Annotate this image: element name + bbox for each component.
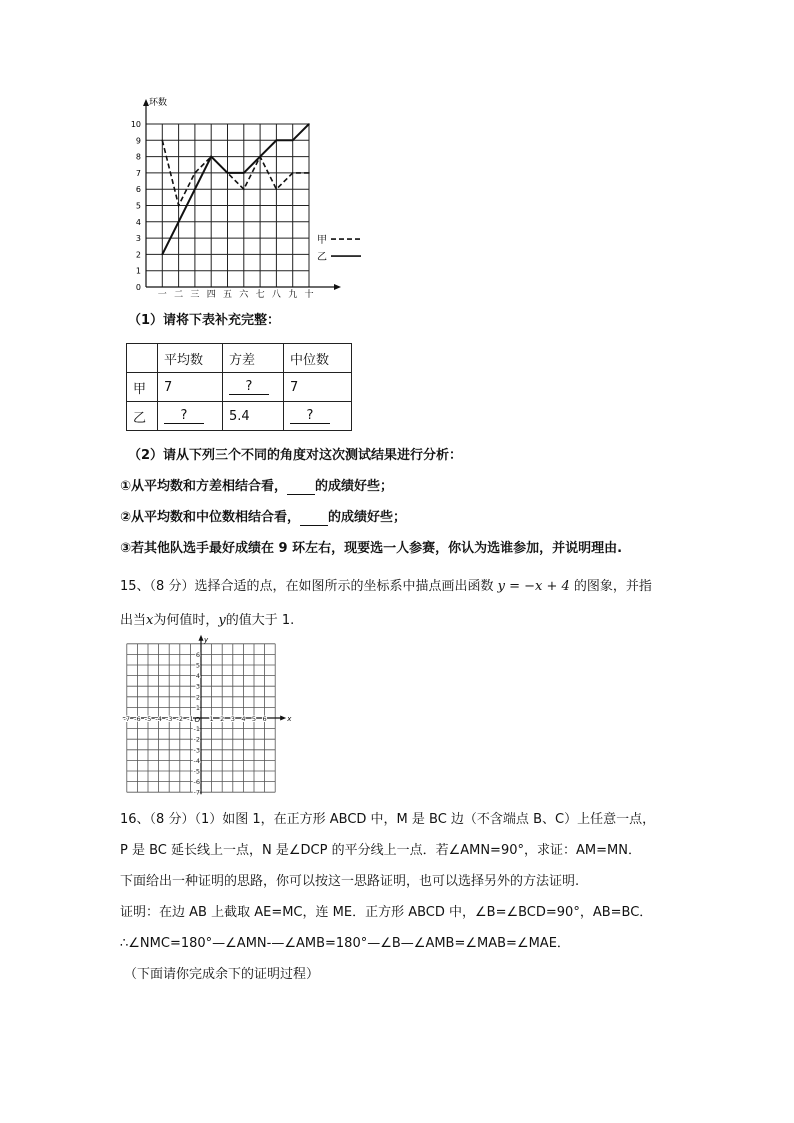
q16-line1: 16、（8 分）（1）如图 1，在正方形 ABCD 中，M 是 BC 边（不含端点 B、C）上任意一点， <box>120 812 656 827</box>
y-tick-label: 6 <box>135 185 141 195</box>
x-tick-label: 3 <box>230 715 235 723</box>
x-tick-label: 九 <box>288 290 298 300</box>
q15-line1 <box>120 578 652 596</box>
x-tick-label: 6 <box>262 715 267 723</box>
q15-line2 <box>120 612 294 630</box>
row-label: 甲 <box>127 373 158 402</box>
y-tick-label: 5 <box>195 661 200 670</box>
x-tick-label: 六 <box>239 290 249 300</box>
y-tick-label: -5 <box>193 767 200 776</box>
table-row <box>127 402 352 431</box>
legend-label: 甲 <box>317 235 327 247</box>
q16-line3: 下面给出一种证明的思路，你可以按这一思路证明，也可以选择另外的方法证明. <box>120 874 580 889</box>
item2-answer-blank[interactable] <box>300 511 328 526</box>
table-header-cell <box>127 344 158 373</box>
y-tick-label: -1 <box>193 725 200 734</box>
x-tick-label: -3 <box>165 715 173 723</box>
table-header-cell: 中位数 <box>284 344 352 373</box>
q16-line2: P 是 BC 延长线上一点，N 是∠DCP 的平分线上一点．若∠AMN=90°，求证：AM=MN． <box>120 843 641 858</box>
x-tick-label: 2 <box>220 715 225 723</box>
cell-variance: 5.4 <box>223 402 284 431</box>
q14-item3: ③若其他队选手最好成绩在 9 环左右，现要选一人参赛，你认为选谁参加，并说明理由. <box>120 541 623 556</box>
q16-line5: ∴∠NMC=180°—∠AMN-—∠AMB=180°—∠B—∠AMB=∠MAB=∠MAE． <box>120 936 570 951</box>
data-point <box>308 172 310 174</box>
data-point <box>243 172 245 174</box>
data-point <box>210 156 212 158</box>
cell-mean-blank[interactable]: ? <box>164 409 204 424</box>
q15-var-x: x <box>146 613 154 628</box>
data-point <box>308 123 310 125</box>
chart-labels <box>131 96 314 300</box>
x-tick-label: 二 <box>174 290 184 300</box>
item1-text-a: ①从平均数和方差相结合看， <box>120 479 288 494</box>
x-axis-label: x <box>287 715 292 723</box>
q16-line4: 证明：在边 AB 上截取 AE=MC，连 ME．正方形 ABCD 中，∠B=∠BCD=90°，AB=BC． <box>120 905 653 920</box>
x-tick-label: 1 <box>209 715 214 723</box>
y-tick-label: 2 <box>135 250 141 260</box>
x-axis-arrow <box>334 284 341 290</box>
row-label: 乙 <box>127 402 158 431</box>
x-tick-label: 十 <box>304 290 314 300</box>
q15-text-c: 出当 <box>120 613 147 628</box>
x-tick-label: -5 <box>144 715 152 723</box>
item2-text-a: ②从平均数和中位数相结合看， <box>120 510 301 525</box>
data-point <box>259 156 261 158</box>
y-tick-label: -6 <box>193 778 200 787</box>
y-tick-label: 3 <box>195 682 200 691</box>
data-point <box>162 140 164 142</box>
q15-formula: y = −x + 4 <box>497 579 570 594</box>
table-header-cell: 方差 <box>223 344 284 373</box>
y-tick-label: -7 <box>193 788 200 797</box>
cell-variance-blank[interactable]: ? <box>229 380 269 395</box>
y-axis-arrow <box>199 635 204 641</box>
y-tick-label: 4 <box>195 672 200 681</box>
x-axis-arrow <box>280 716 286 721</box>
data-point <box>292 140 294 142</box>
x-tick-label: 三 <box>190 290 200 300</box>
table-header-cell: 平均数 <box>158 344 223 373</box>
legend-label: 乙 <box>317 252 327 264</box>
chart-grid <box>146 124 309 287</box>
origin-label: O <box>194 716 200 724</box>
q14-part2: （2）请从下列三个不同的角度对这次测试结果进行分析： <box>128 448 463 463</box>
x-tick-label: 四 <box>206 290 216 300</box>
table-header-row <box>127 344 352 373</box>
stats-table <box>126 343 352 431</box>
chart-legend <box>317 234 361 263</box>
y-tick-label: 0 <box>135 283 141 292</box>
y-tick-label: 6 <box>195 650 200 659</box>
y-tick-label: 9 <box>135 136 141 146</box>
score-line-chart <box>110 92 380 304</box>
data-point <box>178 205 180 207</box>
y-tick-label: 3 <box>135 234 141 244</box>
y-tick-label: -2 <box>193 735 200 744</box>
data-point <box>276 140 278 142</box>
x-tick-label: 一 <box>157 290 167 300</box>
y-tick-label: 1 <box>195 703 200 712</box>
y-tick-label: -4 <box>193 756 200 765</box>
q15-text-e: 的值大于 1. <box>225 613 295 628</box>
x-tick-label: 八 <box>271 290 281 300</box>
chart-axes <box>143 99 341 290</box>
item2-text-b: 的成绩好些； <box>328 510 407 525</box>
data-point <box>243 188 245 190</box>
x-tick-label: 4 <box>241 715 246 723</box>
y-tick-label: 8 <box>135 152 141 162</box>
y-axis-label: 环数 <box>149 98 168 108</box>
y-tick-label: 5 <box>135 201 141 211</box>
cell-mean: 7 <box>158 373 223 402</box>
data-point <box>194 188 196 190</box>
q14-item2 <box>120 509 406 527</box>
x-tick-label: 5 <box>251 715 257 723</box>
q15-text-d: 为何值时， <box>153 613 219 628</box>
item1-answer-blank[interactable] <box>287 480 315 495</box>
data-point <box>276 188 278 190</box>
data-point <box>162 254 164 256</box>
x-tick-label: -4 <box>155 715 162 723</box>
y-axis-label: y <box>204 635 209 644</box>
data-point <box>178 221 180 223</box>
cell-median: 7 <box>284 373 352 402</box>
x-tick-label: -1 <box>187 715 194 723</box>
q15-text-a: 15、（8 分）选择合适的点，在如图所示的坐标系中描点画出函数 <box>120 579 494 594</box>
y-tick-label: 2 <box>195 693 200 702</box>
data-point <box>194 172 196 174</box>
q14-part1: （1）请将下表补充完整： <box>128 313 281 328</box>
data-point <box>292 172 294 174</box>
x-tick-label: 五 <box>222 290 233 300</box>
y-tick-label: 1 <box>135 266 141 276</box>
x-tick-label: -6 <box>134 715 141 723</box>
x-tick-label: -7 <box>123 715 131 723</box>
coordinate-grid <box>122 635 294 798</box>
q16-line6: （下面请你完成余下的证明过程） <box>124 967 320 982</box>
data-point <box>227 172 229 174</box>
q15-var-y: y <box>218 613 226 628</box>
x-tick-label: -2 <box>176 715 184 723</box>
item1-text-b: 的成绩好些； <box>315 479 394 494</box>
y-tick-label: 4 <box>135 217 141 227</box>
y-tick-label: -3 <box>193 746 200 755</box>
y-tick-label: 10 <box>130 120 141 129</box>
x-tick-label: 七 <box>255 290 265 300</box>
cell-median-blank[interactable]: ? <box>290 409 330 424</box>
table-row <box>127 373 352 402</box>
y-tick-label: 7 <box>135 168 141 178</box>
q14-item1 <box>120 478 393 496</box>
q15-text-b: 的图象，并指 <box>573 579 652 594</box>
coord-labels <box>124 636 293 797</box>
